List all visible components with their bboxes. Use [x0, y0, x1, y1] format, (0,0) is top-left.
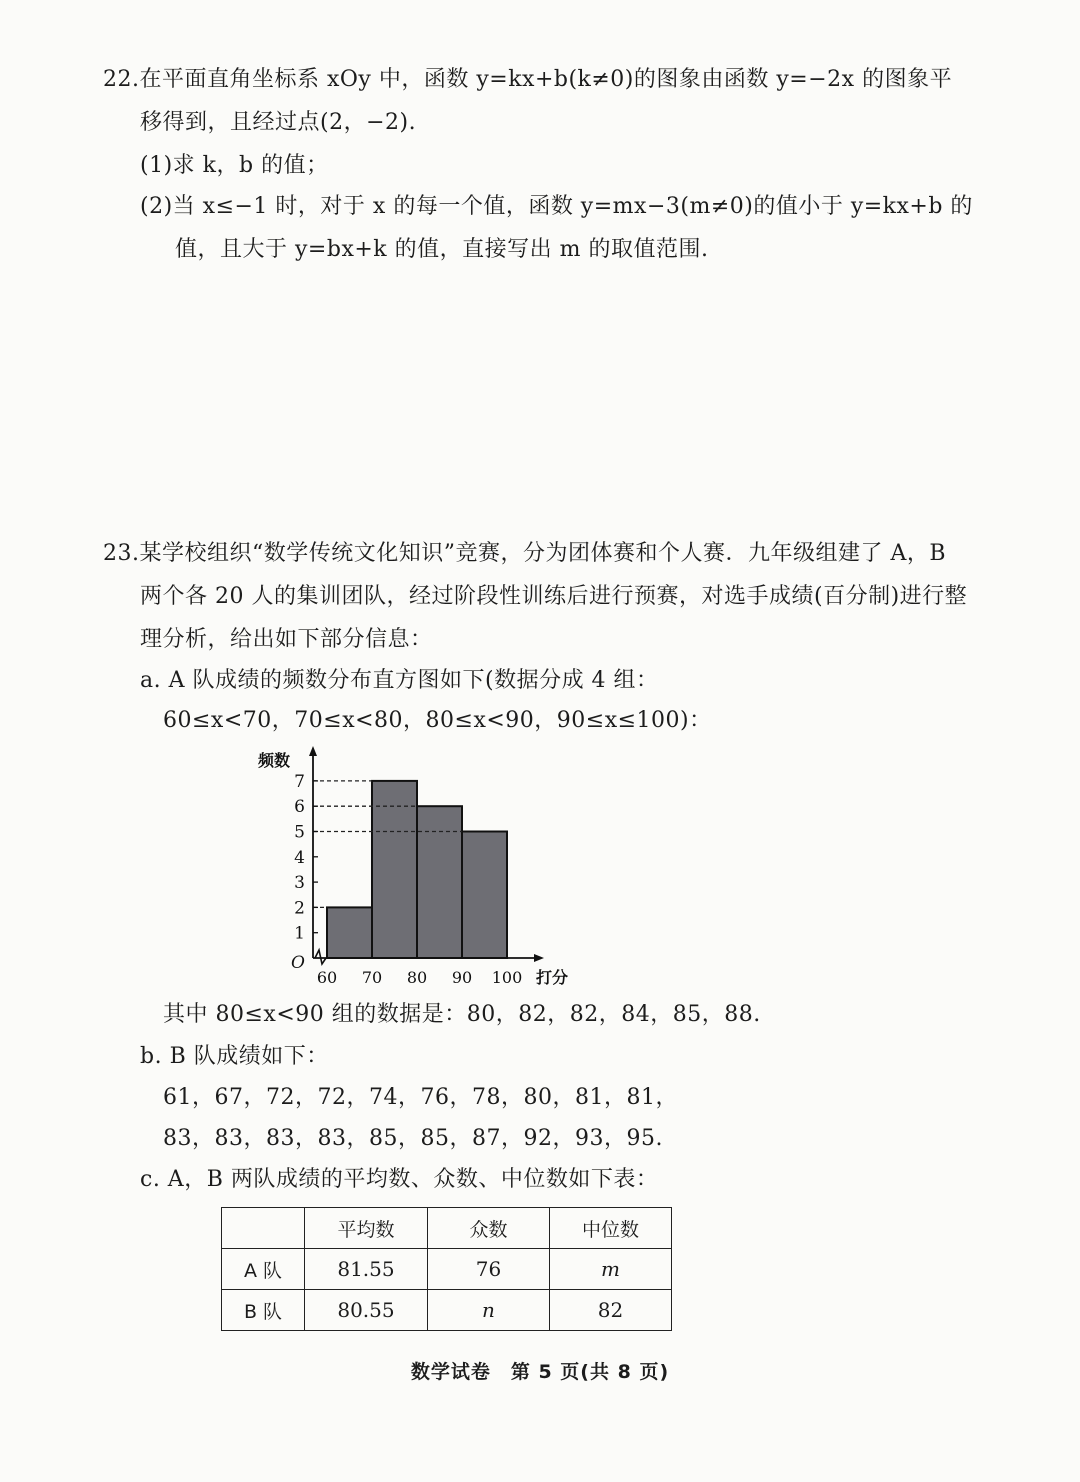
q23-c-title: c. A，B 两队成绩的平均数、众数、中位数如下表： — [140, 1167, 659, 1192]
x-tick-label: 60 — [316, 968, 338, 987]
table-row — [222, 1290, 672, 1331]
y-tick-label: 1 — [294, 923, 305, 944]
y-tick-label: 4 — [294, 847, 305, 868]
x-tick-label: 80 — [406, 968, 428, 987]
table-cell: n — [428, 1290, 550, 1331]
q23-line3: 理分析，给出如下部分信息： — [140, 627, 433, 652]
x-axis-arrow — [534, 954, 544, 962]
q23-a-line1: a. A 队成绩的频数分布直方图如下(数据分成 4 组： — [140, 668, 659, 693]
q22-part2-line1: (2)当 x≤−1 时，对于 x 的每一个值，函数 y=mx−3(m≠0)的值小于 y=kx+b 的 — [140, 194, 973, 219]
page-footer: 数学试卷 第 5 页(共 8 页) — [410, 1361, 670, 1383]
origin-label: O — [291, 953, 305, 973]
histogram-bar — [372, 781, 417, 958]
table-cell: A 队 — [222, 1249, 305, 1290]
table-header-cell — [222, 1208, 305, 1249]
table-cell: 81.55 — [305, 1249, 428, 1290]
x-axis-label: 打分 — [536, 968, 569, 987]
q22-line1: 22.在平面直角坐标系 xOy 中，函数 y=kx+b(k≠0)的图象由函数 y=−2x 的图象平 — [103, 67, 953, 92]
axis-break-mark — [315, 950, 326, 964]
q23-line2: 两个各 20 人的集训团队，经过阶段性训练后进行预赛，对选手成绩(百分制)进行整 — [140, 584, 968, 609]
histogram-bar — [417, 806, 462, 958]
x-tick-label: 90 — [451, 968, 473, 987]
table-cell: 80.55 — [305, 1290, 428, 1331]
table-header-cell: 平均数 — [305, 1208, 428, 1249]
q23-a-line2: 60≤x<70，70≤x<80，80≤x<90，90≤x≤100)： — [163, 708, 712, 733]
q23-a-note: 其中 80≤x<90 组的数据是：80，82，82，84，85，88. — [163, 1002, 761, 1027]
table-cell: m — [550, 1249, 672, 1290]
histogram-bar — [462, 832, 507, 959]
q22-part2-line2: 值，且大于 y=bx+k 的值，直接写出 m 的取值范围. — [175, 237, 709, 262]
table-header-cell: 中位数 — [550, 1208, 672, 1249]
y-tick-label: 2 — [294, 898, 305, 919]
q23-line1: 23.某学校组织“数学传统文化知识”竞赛，分为团体赛和个人赛．九年级组建了 A，B — [103, 541, 947, 566]
q22-line2: 移得到，且经过点(2，−2). — [140, 110, 417, 135]
x-tick-label: 100 — [491, 968, 523, 987]
y-tick-label: 5 — [294, 822, 305, 843]
table-row — [222, 1249, 672, 1290]
table-header-cell: 众数 — [428, 1208, 550, 1249]
y-axis-arrow — [309, 746, 317, 756]
y-tick-label: 6 — [294, 797, 305, 818]
q23-b-line2: 83，83，83，83，85，85，87，92，93，95. — [163, 1126, 663, 1151]
y-tick-label: 7 — [294, 771, 305, 792]
y-tick-label: 3 — [294, 873, 305, 894]
x-tick-label: 70 — [361, 968, 383, 987]
q23-b-line1: 61，67，72，72，74，76，78，80，81，81， — [163, 1085, 678, 1110]
q23-b-title: b. B 队成绩如下： — [140, 1044, 329, 1069]
table-cell: 82 — [550, 1290, 672, 1331]
y-axis-label: 频数 — [258, 751, 291, 770]
stats-table — [221, 1207, 672, 1331]
q22-part1: (1)求 k，b 的值； — [140, 153, 329, 178]
table-cell: B 队 — [222, 1290, 305, 1331]
histogram-chart — [240, 740, 580, 1000]
histogram-bar — [327, 907, 372, 958]
table-header-row — [222, 1208, 672, 1249]
table-cell: 76 — [428, 1249, 550, 1290]
